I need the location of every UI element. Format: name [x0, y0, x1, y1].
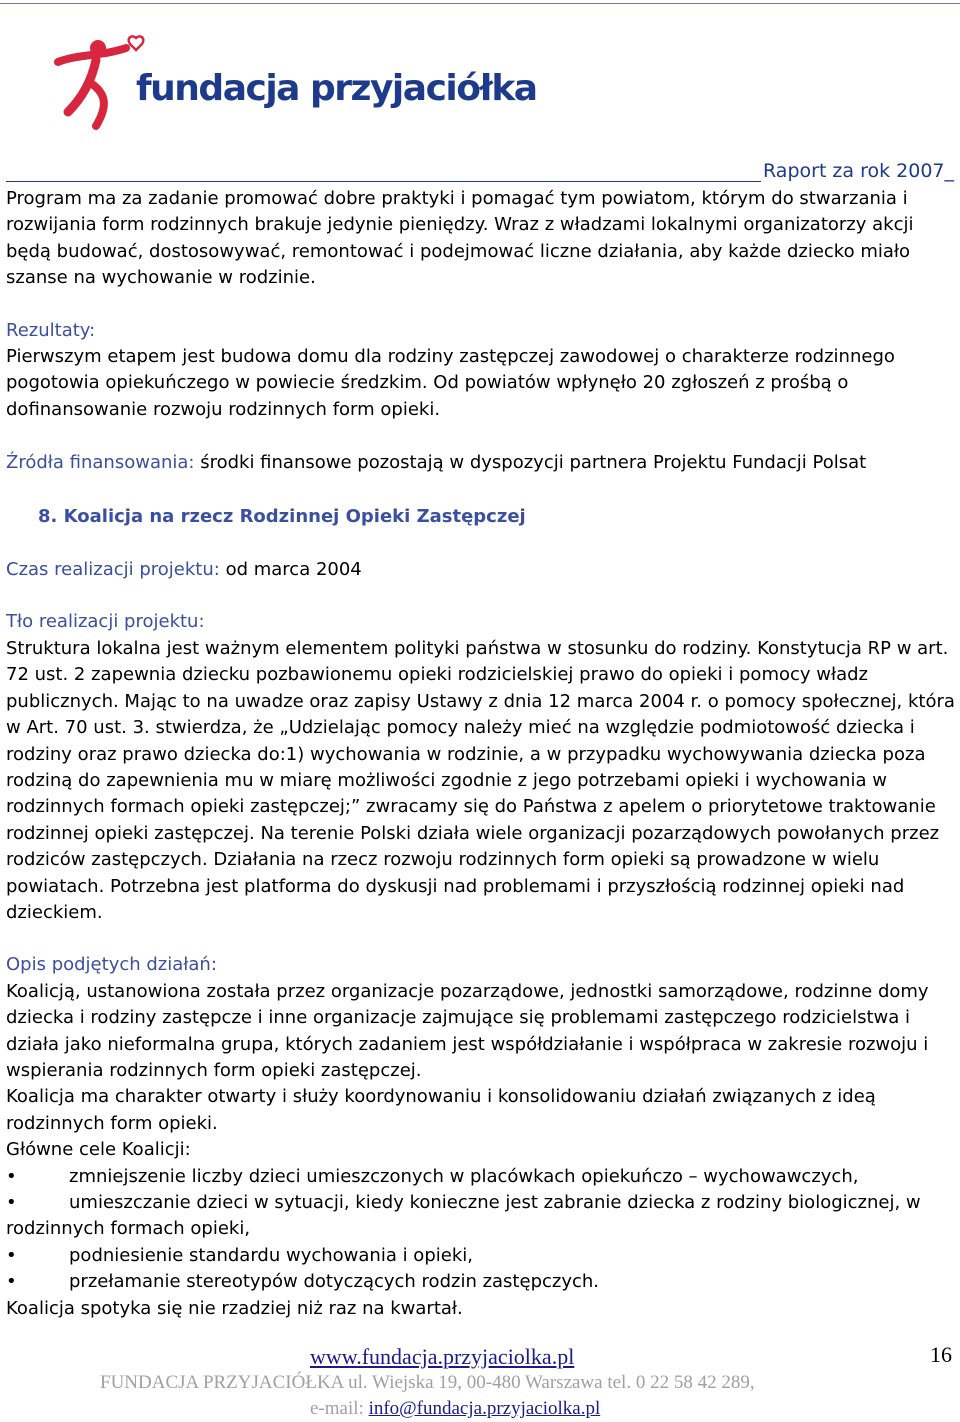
top-rule	[0, 3, 960, 4]
foundation-logo	[48, 34, 537, 144]
open-paragraph: Koalicja ma charakter otwarty i służy koordynowaniu i konsolidowaniu działań związanych z ideą rodzinnych form opieki.	[6, 1086, 876, 1134]
bullet-icon: •	[6, 1192, 17, 1213]
background-paragraph: Struktura lokalna jest ważnym elementem polityki państwa w stosunku do rodziny. Konstytucja RP w art. 72 ust. 2 zapewnia dziecku pozbawionemu opieki rodzicielskiej prawo do opieki i pomocy władz publicznych. Mając to na uwadze oraz zapisy Ustawy z dnia 12 marca 2004 r. o pomocy społecznej, która w Art. 70 ust. 3. stwierdza, że „Udzielając pomocy należy mieć na względzie podmiotowość dziecka i rodziny oraz prawo dziecka do:1) wychowania w rodzinie, a w przypadku wychowywania dziecka poza rodziną do zapewnienia mu w miarę możliwości zgodnie z jego potrzebami opieki i wychowania w rodzinnych formach opieki zastępczej;” zwracamy się do Państwa z apelem o priorytetowe traktowanie rodzinnej opieki zastępczej. Na terenie Polski działa wiele organizacji pozarządowych powołanych przez rodziców zastępczych. Działania na rzecz rozwoju rodzinnych form opieki są prowadzone w wielu powiatach. Potrzebna jest platforma do dyskusji nad problemami i przyszłością rodzinnej opieki nad dzieckiem.	[6, 637, 955, 923]
list-item: • umieszczanie dzieci w sytuacji, kiedy konieczne jest zabranie dziecka z rodziny biologicznej, w rodzinnych formach opieki,	[6, 1192, 921, 1240]
bullet-icon: •	[6, 1271, 17, 1293]
time-text: od marca 2004	[219, 559, 362, 581]
goals-title: Główne cele Koalicji:	[6, 1139, 191, 1161]
page-number: 16	[930, 1342, 952, 1367]
website-link[interactable]: www.fundacja.przyjaciolka.pl	[310, 1344, 575, 1369]
footer-email-line	[310, 1398, 600, 1420]
actions-label: Opis podjętych działań:	[6, 954, 217, 976]
funding-line	[6, 450, 956, 476]
email-label: e-mail:	[310, 1398, 369, 1419]
document-body	[6, 186, 956, 1322]
intro-paragraph: Program ma za zadanie promować dobre praktyki i pomagać tym powiatom, którym do stwarzania i rozwijania form rodzinnych brakuje jedynie pieniędzy. Wraz z władzami lokalnymi organizatorzy akcji będą budować, dostosowywać, remontować i podejmować liczne działania, aby każde dziecko miało szanse na wychowanie w rodzinie.	[6, 188, 914, 289]
results-label: Rezultaty:	[6, 319, 96, 341]
report-header	[6, 155, 954, 187]
list-item: • zmniejszenie liczby dzieci umieszczonych w placówkach opiekuńczo – wychowawczych,	[6, 1164, 956, 1190]
bullet-icon: •	[6, 1244, 17, 1266]
report-label: Raport za rok 2007_	[763, 160, 954, 182]
funding-label: Źródła finansowania:	[6, 452, 195, 474]
footer-address: FUNDACJA PRZYJACIÓŁKA ul. Wiejska 19, 00-480 Warszawa tel. 0 22 58 42 289,	[100, 1372, 755, 1393]
time-line	[6, 557, 956, 583]
actions-paragraph: Koalicją, ustanowiona została przez organizacje pozarządowe, jednostki samorządowe, rodzinne domy dziecka i rodziny zastępcze i inne organizacje zajmujące się problemami zastępczego rodzicielstwa i działa jako nieformalna grupa, których zadaniem jest współdziałanie i współpraca w zakresie rozwoju i wspierania rodzinnych form opieki zastępczej.	[6, 980, 929, 1081]
goals-list	[6, 1164, 956, 1296]
logo-figure-icon	[48, 34, 148, 134]
meeting-paragraph: Koalicja spotyka się nie rzadziej niż raz na kwartał.	[6, 1297, 463, 1319]
section-heading: 8. Koalicja na rzecz Rodzinnej Opieki Zastępczej	[38, 505, 526, 527]
list-item: • przełamanie stereotypów dotyczących rodzin zastępczych.	[6, 1269, 956, 1295]
list-item: • podniesienie standardu wychowania i opieki,	[6, 1243, 956, 1269]
background-label: Tło realizacji projektu:	[6, 611, 205, 633]
funding-text: środki finansowe pozostają w dyspozycji partnera Projektu Fundacji Polsat	[194, 452, 867, 474]
time-label: Czas realizacji projektu:	[6, 559, 220, 581]
results-paragraph: Pierwszym etapem jest budowa domu dla rodziny zastępczej zawodowej o charakterze rodzinnego pogotowia opiekuńczego w powiecie średzkim. Od powiatów wpłynęło 20 zgłoszeń z prośbą o dofinansowanie rozwoju rodzinnych form opieki.	[6, 346, 895, 420]
email-link[interactable]: info@fundacja.przyjaciolka.pl	[368, 1398, 601, 1419]
logo-wordmark: fundacja przyjaciółka	[136, 68, 537, 109]
bullet-icon: •	[6, 1165, 17, 1187]
